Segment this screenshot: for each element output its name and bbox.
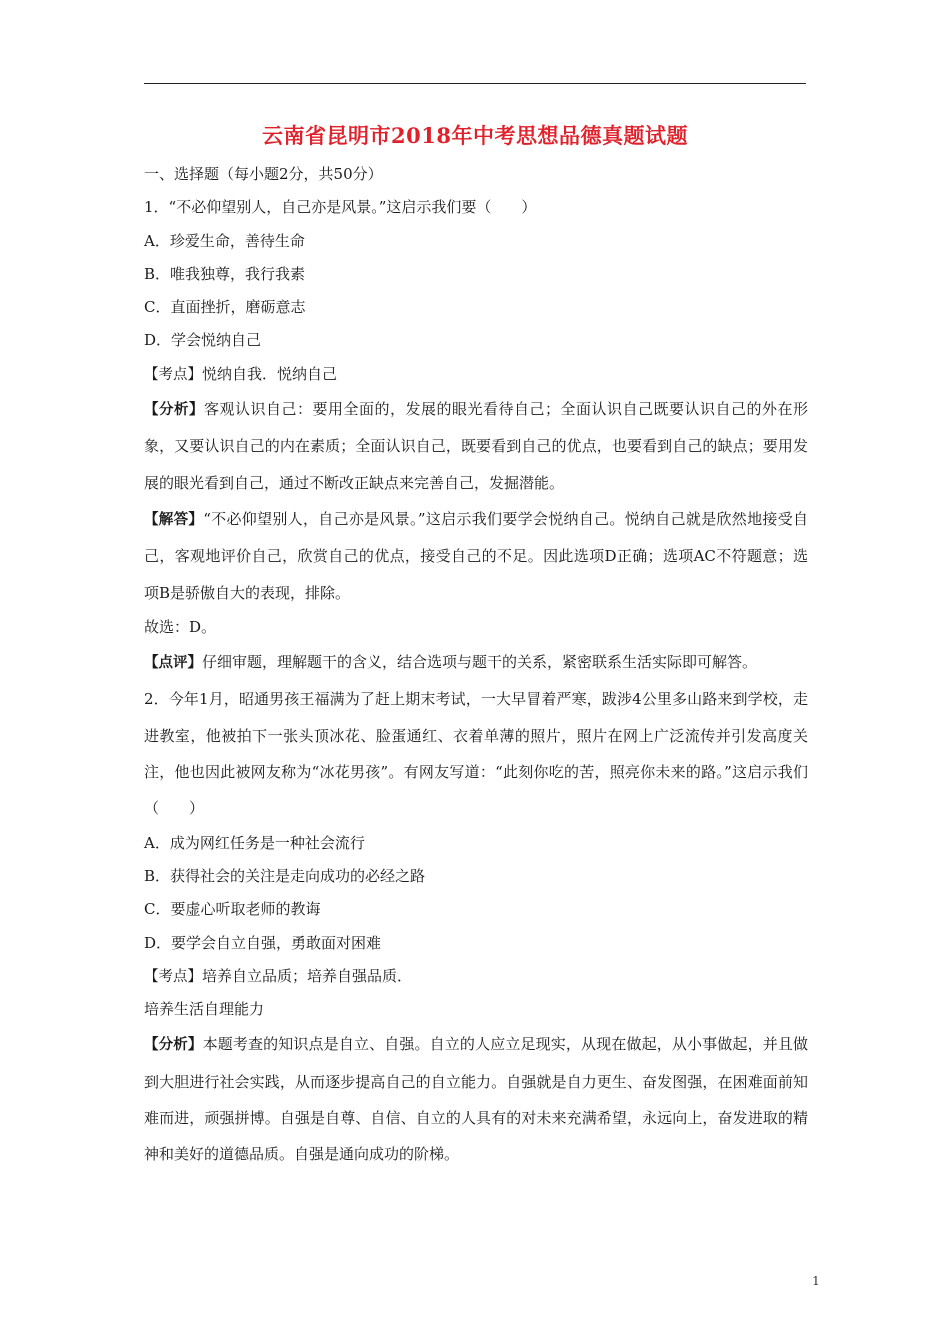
jieda-tag: 【解答】 <box>144 511 204 528</box>
fenxi-text: 客观认识自己：要用全面的，发展的眼光看待自己；全面认识自己既要认识自己的外在形象，又要认识自己的内在素质；全面认识自己，既要看到自己的优点，也要看到自己的缺点；要用发展的眼光看到自己，通过不断改正缺点来完善自己，发掘潜能。 <box>144 400 808 492</box>
kaodian-tag: 【考点】 <box>144 366 202 383</box>
question-1-option-d: D．学会悦纳自己 <box>144 331 262 350</box>
jieda-text: “不必仰望别人，自己亦是风景。”这启示我们要学会悦纳自己。悦纳自己就是欣然地接受自己，客观地评价自己，欣赏自己的优点，接受自己的不足。因此选项D正确；选项AC不符题意；选项B是骄傲自大的表现，排除。 <box>144 509 809 602</box>
kaodian-text: 悦纳自我．悦纳自己 <box>202 364 338 383</box>
fenxi-tag: 【分析】 <box>144 402 204 419</box>
question-1-stem: 1．“不必仰望别人，自己亦是风景。”这启示我们要（ ） <box>144 198 537 217</box>
question-2-stem: 2．今年1月，昭通男孩王福满为了赶上期末考试，一大早冒着严寒，跋涉4公里多山路来到学校，走进教室，他被拍下一张头顶冰花、脸蛋通红、衣着单薄的照片，照片在网上广泛流传并引发高度关注，他也因此被网友称为“冰花男孩”。有网友写道：“此刻你吃的苦，照亮你未来的路。”这启示我们（ ） <box>144 690 808 818</box>
question-1-option-b: B．唯我独尊，我行我素 <box>144 264 306 283</box>
question-2-option-a: A．成为网红任务是一种社会流行 <box>144 833 365 852</box>
question-2-option-d: D．要学会自立自强，勇敢面对困难 <box>144 933 382 952</box>
fenxi-tag: 【分析】 <box>144 1037 203 1054</box>
document-body <box>144 158 808 1173</box>
question-2-kaodian-line2: 培养生活自理能力 <box>144 1000 265 1019</box>
section-heading: 一、选择题（每小题2分，共50分） <box>144 165 383 183</box>
question-2-option-b: B．获得社会的关注是走向成功的必经之路 <box>144 866 426 885</box>
question-1-fenxi <box>144 391 808 501</box>
dianping-text: 仔细审题，理解题干的含义，结合选项与题干的关系，紧密联系生活实际即可解答。 <box>202 653 758 672</box>
document-title: 云南省昆明市2018年中考思想品德真题试题 <box>262 123 688 148</box>
kaodian-tag: 【考点】 <box>144 968 202 985</box>
question-1-dianping <box>144 644 808 681</box>
question-1-option-a: A．珍爱生命，善待生命 <box>144 231 305 250</box>
question-1-kaodian <box>144 358 808 391</box>
question-1-jieda <box>144 501 808 611</box>
question-2-kaodian <box>144 960 808 993</box>
page-number: 1 <box>812 1274 820 1288</box>
header-rule <box>144 83 806 84</box>
dianping-tag: 【点评】 <box>144 655 202 672</box>
fenxi-text: 本题考查的知识点是自立、自强。自立的人应立足现实，从现在做起，从小事做起，并且做到大胆进行社会实践，从而逐步提高自己的自立能力。自强就是自力更生、奋发图强，在困难面前知难而进，顽强拼博。自强是自尊、自信、自立的人具有的对未来充满希望，永远向上，奋发进取的精神和美好的道德品质。自强是通向成功的阶梯。 <box>144 1035 808 1164</box>
kaodian-text: 培养自立品质；培养自强品质． <box>202 966 413 985</box>
question-2-option-c: C．要虚心听取老师的教诲 <box>144 900 321 919</box>
question-2-fenxi <box>144 1026 808 1172</box>
question-1-answer: 故选：D。 <box>144 617 217 636</box>
question-1-option-c: C．直面挫折，磨砺意志 <box>144 298 306 317</box>
